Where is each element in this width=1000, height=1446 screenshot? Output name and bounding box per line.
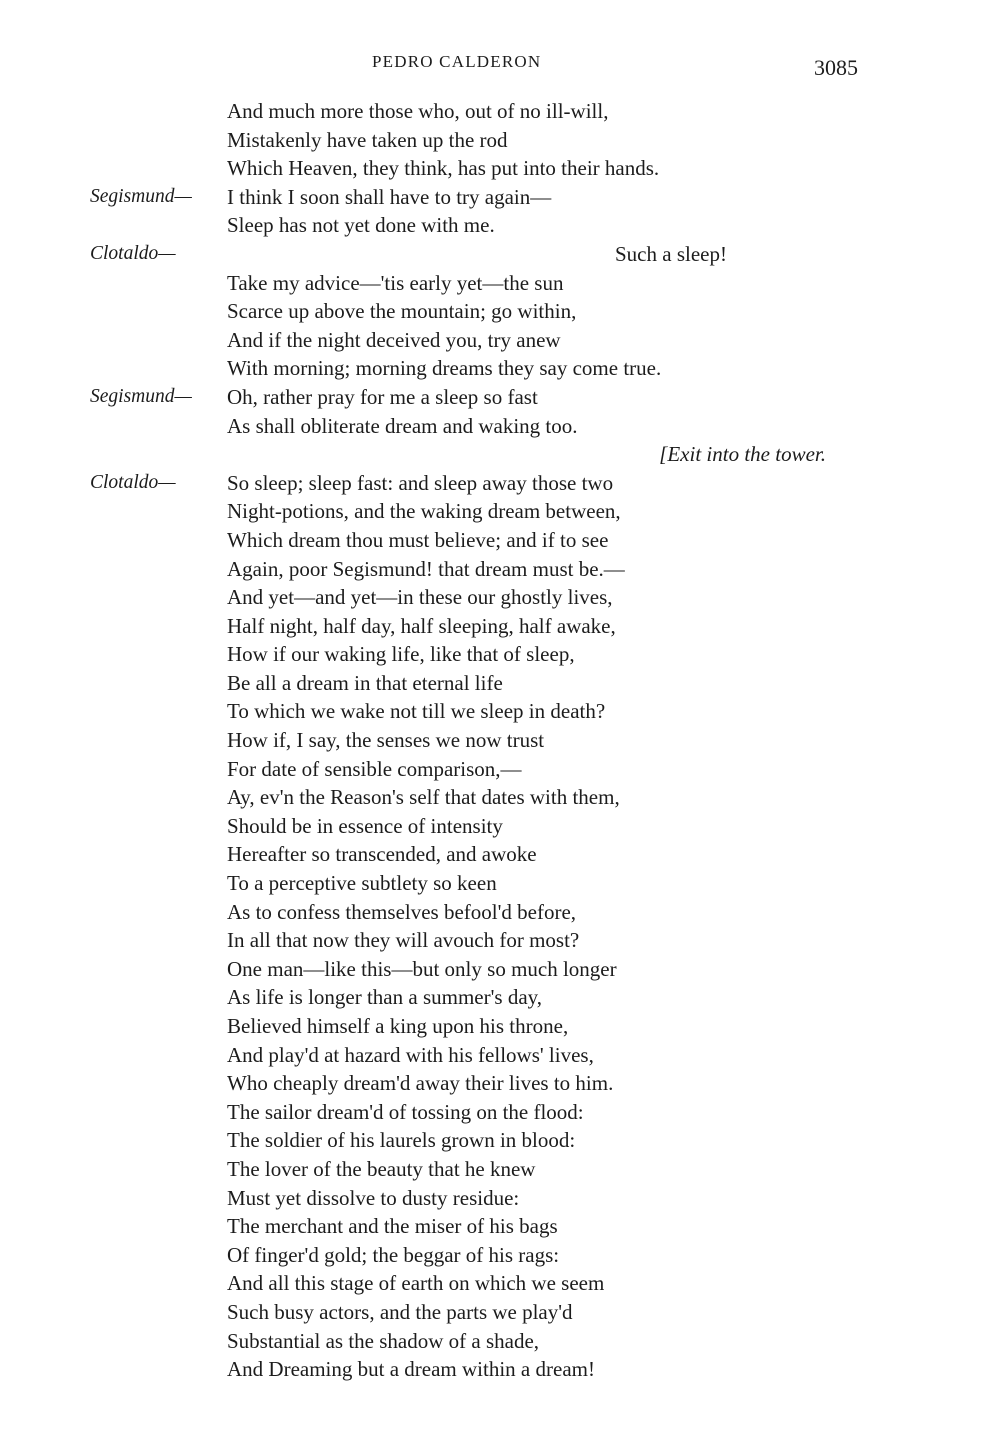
verse-line xyxy=(0,326,1000,355)
verse-line-text: Hereafter so transcended, and awoke xyxy=(227,842,537,867)
verse-line-text: Must yet dissolve to dusty residue: xyxy=(227,1185,520,1210)
verse-line xyxy=(0,1184,1000,1213)
verse-line xyxy=(0,240,1000,269)
verse-line-text: Scarce up above the mountain; go within, xyxy=(227,299,577,324)
verse-line xyxy=(0,211,1000,240)
verse-line-text: And yet—and yet—in these our ghostly lives, xyxy=(227,585,613,610)
verse-line xyxy=(0,1069,1000,1098)
verse-line xyxy=(0,154,1000,183)
speaker-name: Clotaldo— xyxy=(90,471,176,493)
verse-line xyxy=(0,1327,1000,1356)
verse-line xyxy=(0,354,1000,383)
verse-line-text: As shall obliterate dream and waking too. xyxy=(227,413,578,438)
verse-line-text: As life is longer than a summer's day, xyxy=(227,985,543,1010)
verse-line-text: Again, poor Segismund! that dream must be.— xyxy=(227,556,625,581)
verse-line xyxy=(0,412,1000,441)
verse-line xyxy=(0,612,1000,641)
verse-line-text: Which dream thou must believe; and if to see xyxy=(227,527,609,552)
verse-line-text: Believed himself a king upon his throne, xyxy=(227,1014,569,1038)
speaker-name: Clotaldo— xyxy=(90,242,176,264)
verse-line-text: And Dreaming but a dream within a dream! xyxy=(227,1357,595,1382)
verse-line xyxy=(0,783,1000,812)
verse-line xyxy=(0,526,1000,555)
verse-line-text: And play'd at hazard with his fellows' lives, xyxy=(227,1042,594,1067)
verse-line xyxy=(0,697,1000,726)
verse-line xyxy=(0,269,1000,298)
verse-text xyxy=(0,97,1000,1384)
verse-line xyxy=(0,1155,1000,1184)
verse-line xyxy=(0,1269,1000,1298)
verse-line xyxy=(0,440,1000,469)
verse-line xyxy=(0,297,1000,326)
verse-line-text: Who cheaply dream'd away their lives to him. xyxy=(227,1071,614,1096)
verse-line xyxy=(0,755,1000,784)
verse-line-text: Mistakenly have taken up the rod xyxy=(227,127,508,152)
verse-line-text: Oh, rather pray for me a sleep so fast xyxy=(227,384,538,409)
verse-line-text: As to confess themselves befool'd before, xyxy=(227,899,577,924)
verse-line xyxy=(0,1355,1000,1384)
verse-line xyxy=(0,1012,1000,1041)
verse-line-text: To a perceptive subtlety so keen xyxy=(227,871,497,896)
verse-line xyxy=(0,955,1000,984)
verse-line xyxy=(0,1212,1000,1241)
verse-line xyxy=(0,497,1000,526)
verse-line-text: Substantial as the shadow of a shade, xyxy=(227,1328,540,1353)
verse-line-text: I think I soon shall have to try again— xyxy=(227,184,552,209)
verse-line-text: The sailor dream'd of tossing on the flood: xyxy=(227,1099,584,1124)
stage-direction: [Exit into the tower. xyxy=(659,442,826,467)
verse-line xyxy=(0,583,1000,612)
verse-line xyxy=(0,97,1000,126)
speaker-name: Segismund— xyxy=(90,185,192,207)
verse-line-text: Half night, half day, half sleeping, half awake, xyxy=(227,613,616,638)
verse-line xyxy=(0,926,1000,955)
running-head: PEDRO CALDERON xyxy=(372,52,542,71)
verse-line-text: Night-potions, and the waking dream between, xyxy=(227,499,621,524)
verse-line-text: And if the night deceived you, try anew xyxy=(227,327,561,352)
verse-line xyxy=(0,383,1000,412)
verse-line xyxy=(0,183,1000,212)
verse-line xyxy=(0,1126,1000,1155)
verse-line xyxy=(0,555,1000,584)
verse-line-text: Such a sleep! xyxy=(615,241,727,266)
verse-line-text: Take my advice—'tis early yet—the sun xyxy=(227,270,564,295)
verse-line-text: Of finger'd gold; the beggar of his rags: xyxy=(227,1242,560,1267)
verse-line xyxy=(0,840,1000,869)
verse-line xyxy=(0,898,1000,927)
verse-line-text: To which we wake not till we sleep in death? xyxy=(227,699,606,724)
speaker-name: Segismund— xyxy=(90,385,192,407)
verse-line-text: For date of sensible comparison,— xyxy=(227,756,522,781)
page-number: 3085 xyxy=(814,55,858,80)
verse-line xyxy=(0,126,1000,155)
verse-line xyxy=(0,640,1000,669)
verse-line xyxy=(0,1041,1000,1070)
verse-line-text: One man—like this—but only so much longer xyxy=(227,956,617,981)
verse-line-text: In all that now they will avouch for most? xyxy=(227,928,580,953)
verse-line-text: Ay, ev'n the Reason's self that dates with them, xyxy=(227,785,620,810)
verse-line-text: And much more those who, out of no ill-will, xyxy=(227,99,609,123)
verse-line-text: And all this stage of earth on which we seem xyxy=(227,1271,605,1296)
verse-line xyxy=(0,726,1000,755)
verse-line xyxy=(0,669,1000,698)
verse-line-text: Should be in essence of intensity xyxy=(227,813,503,838)
verse-line xyxy=(0,869,1000,898)
verse-line-text: How if our waking life, like that of sleep, xyxy=(227,642,575,667)
verse-line-text: With morning; morning dreams they say come true. xyxy=(227,356,662,381)
verse-line-text: The soldier of his laurels grown in blood: xyxy=(227,1128,576,1153)
verse-line-text: The lover of the beauty that he knew xyxy=(227,1156,536,1181)
verse-line-text: Be all a dream in that eternal life xyxy=(227,670,503,695)
verse-line xyxy=(0,469,1000,498)
verse-line-text: Such busy actors, and the parts we play'd xyxy=(227,1299,573,1324)
verse-line xyxy=(0,1098,1000,1127)
verse-line-text: Sleep has not yet done with me. xyxy=(227,213,495,238)
verse-line xyxy=(0,1298,1000,1327)
verse-line xyxy=(0,983,1000,1012)
verse-line-text: How if, I say, the senses we now trust xyxy=(227,728,545,753)
verse-line-text: Which Heaven, they think, has put into their hands. xyxy=(227,156,660,181)
verse-line xyxy=(0,1241,1000,1270)
verse-line xyxy=(0,812,1000,841)
verse-line-text: The merchant and the miser of his bags xyxy=(227,1214,558,1239)
verse-line-text: So sleep; sleep fast: and sleep away those two xyxy=(227,470,614,495)
